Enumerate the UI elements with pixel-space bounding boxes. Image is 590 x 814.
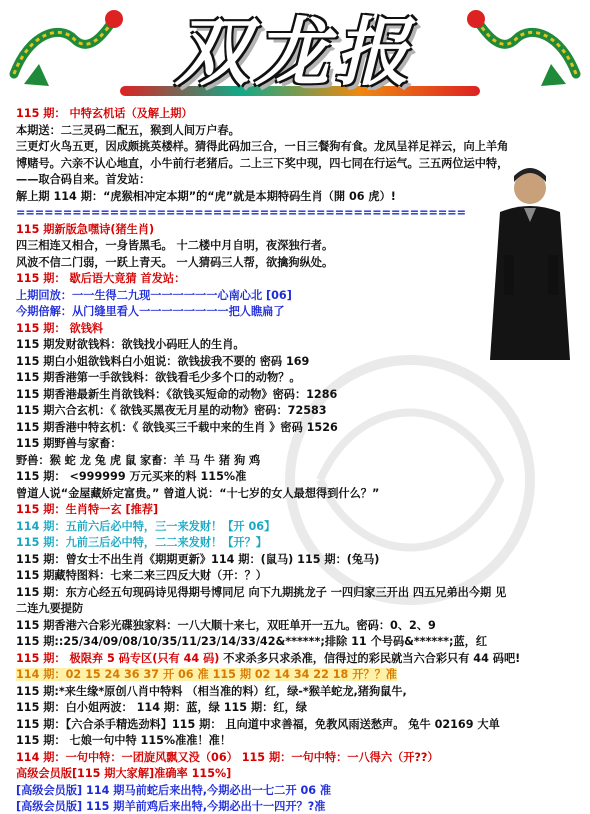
text-segment: 115 期::25/34/09/08/10/35/11/23/14/33/42&******;排除 11 个号码&******;蓝，红 (16, 635, 488, 648)
text-line (16, 288, 292, 303)
text-segment: 115 期：【六合杀手精选劲料】115 期： 且向道中求善福，免教风雨送愁声。 兔牛 02169 大单 (16, 717, 500, 731)
text-segment: ================================================ (16, 206, 466, 219)
text-line (16, 585, 506, 600)
text-segment: 115 期： <999999 万元买来的料 115%准 (16, 470, 247, 483)
text-segment: 115 期野兽与家畜： (16, 437, 122, 450)
text-line (16, 420, 338, 435)
text-line (16, 436, 122, 451)
text-segment: [高级会员版] 114 期马前蛇后来出特,今期必出一七二开 06 准 (16, 783, 332, 797)
text-segment: 115 期：白小姐两波： 114 期：蓝，绿 115 期：红，绿 (16, 701, 307, 714)
text-segment: 115 期：九前三后必中特，二二来发财！【开？】 (16, 536, 267, 549)
text-segment: 今期倍解：从门缝里看人一一一一一一一一把人瞧扁了 (16, 305, 285, 318)
text-line (16, 783, 331, 798)
text-segment: [高级会员版] 115 期羊前鸡后来出特,今期必出十一四开？?准 (16, 800, 326, 813)
text-line (16, 139, 508, 154)
text-segment: 114 期：五前六后必中特，三一来发财！【开 06】 (16, 519, 276, 533)
text-segment: 四三相连又相合，一身皆黑毛。 十二楼中月自明，夜深独行者。 (16, 239, 334, 252)
text-segment: 115 期香港第一手欲钱料：欲钱看毛少多个口的动物？。 (16, 371, 301, 384)
text-line (16, 486, 379, 501)
text-segment: 115 期香港最新生肖欲钱料：《欲钱买短命的动物》密码：1286 (16, 387, 338, 401)
text-line (16, 651, 520, 666)
dragon-right-icon (466, 4, 586, 99)
text-line (16, 453, 260, 468)
text-line (16, 519, 275, 534)
text-segment: 本期送：二三灵码二配五，猴到人间万户春。 (16, 123, 240, 137)
text-segment: 高级会员版[115 期大家解]准确率 115%] (16, 767, 232, 780)
text-line (16, 238, 333, 253)
text-line (16, 733, 231, 748)
text-line (16, 403, 327, 418)
text-segment: 115 期香港中特玄机：《 欲钱买三千载中来的生肖 》密码 1526 (16, 420, 338, 434)
text-segment: 风波不信二门弱，一跃上青天。 一人猜码三人帮，欲擒狗纵处。 (16, 255, 334, 269)
text-line (16, 106, 193, 121)
text-segment: 115 期发财欲钱料：欲钱找小码旺人的生肖。 (16, 338, 245, 351)
text-line (16, 502, 158, 517)
text-line (16, 601, 83, 616)
text-segment: 不求杀多只求杀准，信得过的彩民就当六合彩只有 44 码吧! (223, 651, 521, 665)
text-line (16, 222, 154, 237)
text-segment: 115 期白小姐欲钱料白小姐说：欲钱拔我不要的 密码 169 (16, 354, 310, 368)
text-line (16, 667, 397, 682)
text-line (16, 172, 150, 187)
text-segment: 114 期：02 15 24 36 37 开 06 准 115 期 02 14 34 22 18 开？？准 (16, 668, 397, 681)
dragon-left-icon (4, 4, 124, 99)
text-segment: 115 期：生肖特一玄 [推荐] (16, 503, 159, 516)
text-line (16, 750, 439, 765)
text-segment: 115 期:*来生缘*原创八肖中特料 （相当准的料）红，绿-*猴羊蛇龙,猪狗鼠牛, (16, 684, 407, 698)
text-line (16, 535, 267, 550)
text-line (16, 370, 301, 385)
text-segment: 115 期：曾女士不出生肖《期期更新》114 期：(鼠马) 115 期：(兔马) (16, 552, 380, 566)
text-line (16, 387, 337, 402)
text-segment: 野兽：猴 蛇 龙 兔 虎 鼠 家畜：羊 马 牛 猪 狗 鸡 (16, 453, 261, 467)
text-line (16, 684, 407, 699)
text-segment: 115 期新版急嘿诗(猪生肖) (16, 222, 155, 236)
text-segment: 115 期： 歇后语大竟猜 首发站： (16, 272, 186, 285)
text-line (16, 717, 500, 732)
text-line (16, 354, 309, 369)
text-segment: 115 期藏特图料：七来二来三四反大财（开：？） (16, 569, 267, 582)
text-segment: 115 期： (16, 107, 66, 120)
text-segment: 115 期： 极限弃 5 码专区(只有 44 码) (16, 651, 224, 665)
text-segment: 115 期六合玄机：《 欲钱买黑夜无月星的动物》密码：72583 (16, 404, 327, 417)
text-segment: 中特玄机话（及解上期） (65, 107, 193, 120)
text-segment: 115 期：东方心经五句现码诗见得期号博同尼 向下九期挑龙子 一四归家三开出 四五兄弟出今期 见 (16, 585, 507, 599)
text-line (16, 271, 185, 286)
text-segment: 114 期：一句中特：一团旋风飘又没（06） 115 期：一句中特：一八得六（开??） (16, 750, 439, 764)
text-segment: 曾道人说“金屋藏娇定富贵。” 曾道人说：“十七岁的女人最想得到什么？” (16, 486, 380, 500)
text-line (16, 304, 285, 319)
text-line (16, 156, 508, 171)
text-line (16, 552, 379, 567)
text-segment: 115 期香港六合彩光碟独家料：一八大顺十来七，双旺单开一五九。密码：0、2、9 (16, 618, 436, 632)
text-line (16, 255, 333, 270)
page-title: 双龙报 (175, 10, 415, 96)
text-segment: 解上期 114 期：“虎猴相冲定本期”的“虎”就是本期特码生肖（開 06 虎）! (16, 189, 396, 203)
portrait-icon (478, 160, 583, 360)
text-segment: 115 期： 七娘一句中特 115%准准！准！ (16, 734, 232, 747)
text-segment: 115 期： 欲钱料 (16, 321, 104, 335)
text-line (16, 469, 246, 484)
text-segment: 上期回放：一一生得二九现一一一一一一心南心北 [06] (16, 288, 292, 302)
text-line (16, 634, 487, 649)
text-line (16, 321, 103, 336)
text-line (16, 337, 245, 352)
text-segment: ——取合码自来。首发站： (16, 173, 151, 186)
text-line (16, 568, 267, 583)
text-line (16, 618, 436, 633)
text-line (16, 799, 325, 814)
text-segment: 博赌号。六亲不认心地直，小牛前行老猪后。二上三下奖中现，四七同在行运气。三五两位运中特， (16, 156, 509, 170)
text-line (16, 189, 396, 204)
text-line (16, 123, 240, 138)
masthead (0, 0, 590, 100)
text-line (16, 766, 231, 781)
text-line (16, 205, 466, 220)
text-segment: 二连九要提防 (16, 602, 84, 615)
text-segment: 三更灯火鸟五更，因成颇挑英楼样。猜得此码加三合，一日三餐狗有食。龙凤呈祥足祥云，向上羊角 (16, 140, 509, 153)
text-line (16, 700, 307, 715)
